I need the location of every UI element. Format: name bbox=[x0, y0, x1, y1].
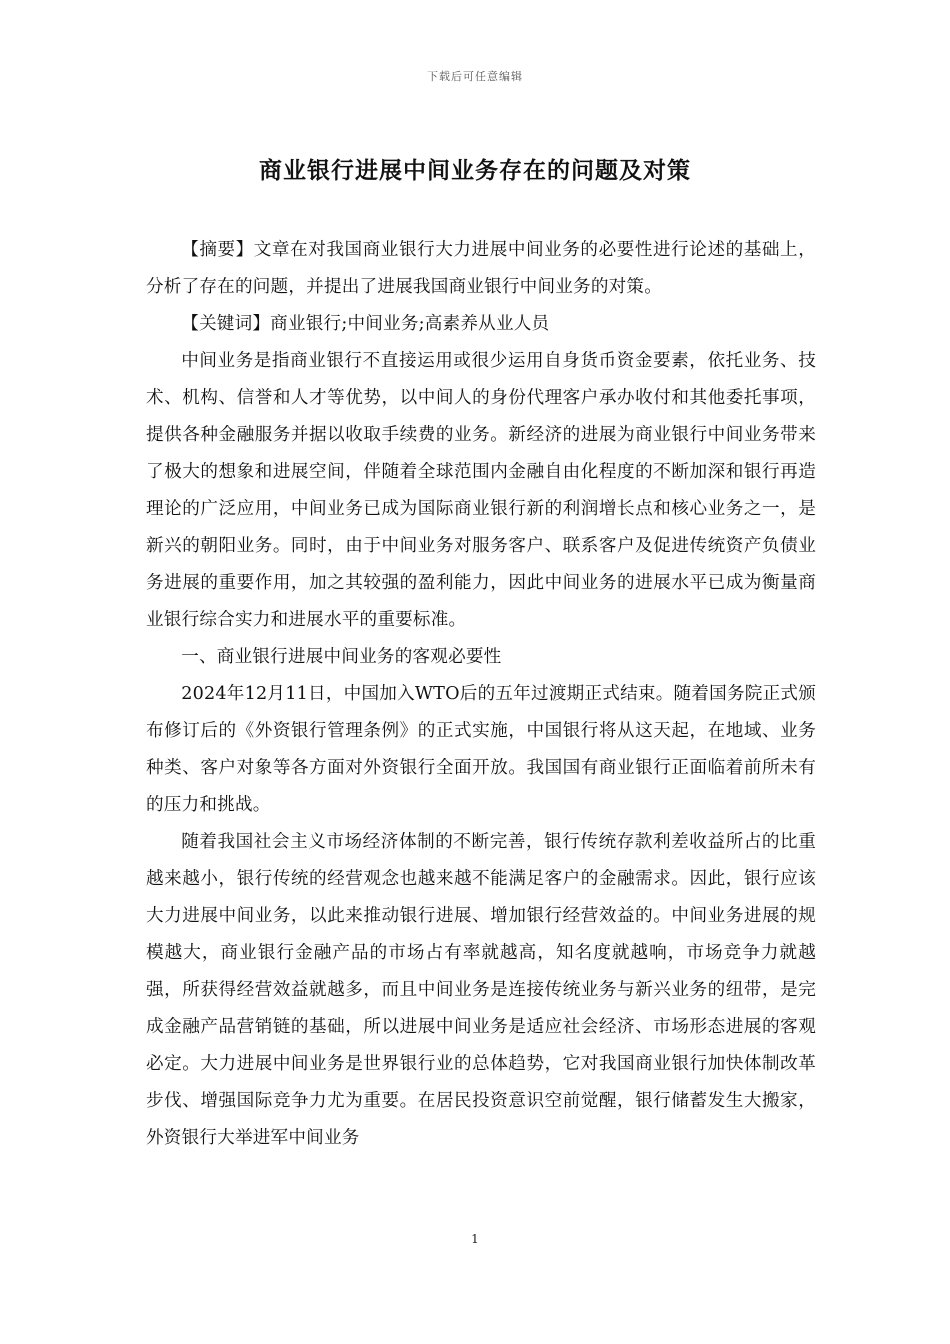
keywords-paragraph: 【关键词】商业银行;中间业务;高素养从业人员 bbox=[181, 314, 550, 334]
header-note: 下载后可任意编辑 bbox=[427, 70, 523, 83]
page-number: 1 bbox=[471, 1232, 479, 1246]
body-paragraph: 2024年12月11日，中国加入WTO后的五年过渡期正式结束。随着国务院正式颁布修订后的《外资银行管理条例》的正式实施，中国银行将从这天起，在地域、业务种类、客户对象等各方面对外资银行全面开放。我国国有商业银行正面临着前所未有的压力和挑战。 bbox=[146, 684, 816, 815]
abstract-paragraph: 【摘要】文章在对我国商业银行大力进展中间业务的必要性进行论述的基础上，分析了存在的问题，并提出了进展我国商业银行中间业务的对策。 bbox=[146, 240, 816, 297]
section-heading: 一、商业银行进展中间业务的客观必要性 bbox=[181, 647, 502, 667]
document-title: 商业银行进展中间业务存在的问题及对策 bbox=[259, 158, 691, 184]
document-body bbox=[146, 232, 816, 1157]
intro-paragraph: 中间业务是指商业银行不直接运用或很少运用自身货币资金要素，依托业务、技术、机构、信誉和人才等优势，以中间人的身份代理客户承办收付和其他委托事项，提供各种金融服务并据以收取手续费的业务。新经济的进展为商业银行中间业务带来了极大的想象和进展空间，伴随着全球范围内金融自由化程度的不断加深和银行再造理论的广泛应用，中间业务已成为国际商业银行新的利润增长点和核心业务之一，是新兴的朝阳业务。同时，由于中间业务对服务客户、联系客户及促进传统资产负债业务进展的重要作用，加之其较强的盈利能力，因此中间业务的进展水平已成为衡量商业银行综合实力和进展水平的重要标准。 bbox=[146, 351, 816, 630]
body-paragraph: 随着我国社会主义市场经济体制的不断完善，银行传统存款利差收益所占的比重越来越小，银行传统的经营观念也越来越不能满足客户的金融需求。因此，银行应该大力进展中间业务，以此来推动银行进展、增加银行经营效益的。中间业务进展的规模越大，商业银行金融产品的市场占有率就越高，知名度就越响，市场竞争力就越强，所获得经营效益就越多，而且中间业务是连接传统业务与新兴业务的纽带，是完成金融产品营销链的基础，所以进展中间业务是适应社会经济、市场形态进展的客观必定。大力进展中间业务是世界银行业的总体趋势，它对我国商业银行加快体制改革步伐、增强国际竞争力尤为重要。在居民投资意识空前觉醒，银行储蓄发生大搬家，外资银行大举进军中间业务 bbox=[146, 832, 816, 1148]
